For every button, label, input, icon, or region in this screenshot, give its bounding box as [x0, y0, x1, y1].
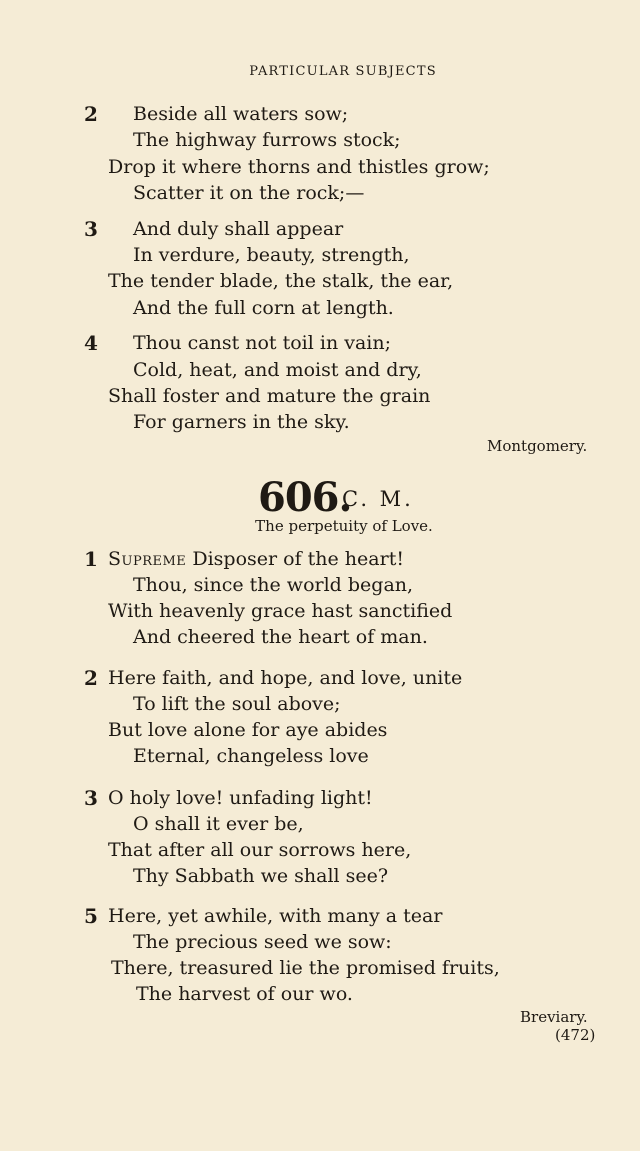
verse-line: Cold, heat, and moist and dry,	[133, 359, 422, 381]
verse-line: The precious seed we sow:	[133, 931, 392, 953]
verse-line: Beside all waters sow;	[133, 103, 349, 125]
verse-line: And duly shall appear	[133, 218, 344, 240]
first-word: Supreme	[108, 548, 187, 570]
verse-line: Here, yet awhile, with many a tear	[108, 905, 443, 927]
verse-line: In verdure, beauty, strength,	[133, 244, 410, 266]
hymn-title: The perpetuity of Love.	[255, 517, 433, 535]
verse-line: Thou, since the world began,	[133, 574, 414, 596]
verse-line: There, treasured lie the promised fruits,	[111, 957, 500, 979]
verse-line: The highway furrows stock;	[133, 129, 401, 151]
page-number: (472)	[555, 1026, 596, 1044]
hymn-number: 606.	[258, 474, 352, 521]
verse-line: Thou canst not toil in vain;	[133, 332, 392, 354]
verse-line: The tender blade, the stalk, the ear,	[108, 270, 454, 292]
verse-line: But love alone for aye abides	[108, 719, 388, 741]
stanza-number: 4	[84, 331, 98, 355]
stanza-number: 3	[84, 786, 98, 810]
verse-line	[108, 546, 404, 572]
verse-line: To lift the soul above;	[133, 693, 341, 715]
stanza-number: 3	[84, 217, 98, 241]
verse-line: O shall it ever be,	[133, 813, 304, 835]
verse-line: Eternal, changeless love	[133, 745, 369, 767]
verse-line: And the full corn at length.	[133, 297, 394, 319]
hymn-605-author: Montgomery.	[487, 437, 588, 455]
verse-line: O holy love! unfading light!	[108, 787, 373, 809]
first-line-rest: Disposer of the heart!	[186, 548, 404, 570]
verse-line: Scatter it on the rock;—	[133, 182, 365, 204]
hymn-meter: C. M.	[342, 487, 414, 511]
hymn-606-author: Breviary.	[520, 1008, 588, 1026]
verse-line: Drop it where thorns and thistles grow;	[108, 156, 490, 178]
verse-line: Here faith, and hope, and love, unite	[108, 667, 463, 689]
verse-line: Thy Sabbath we shall see?	[133, 865, 389, 887]
verse-line: That after all our sorrows here,	[108, 839, 412, 861]
stanza-number: 2	[84, 666, 98, 690]
verse-line: And cheered the heart of man.	[133, 626, 428, 648]
verse-line: For garners in the sky.	[133, 411, 350, 433]
running-header: PARTICULAR SUBJECTS	[249, 64, 437, 79]
verse-line: With heavenly grace hast sanctified	[108, 600, 453, 622]
stanza-number: 2	[84, 102, 98, 126]
stanza-number: 1	[84, 547, 98, 571]
verse-line: Shall foster and mature the grain	[108, 385, 431, 407]
stanza-number: 5	[84, 904, 98, 928]
verse-line: The harvest of our wo.	[136, 983, 353, 1005]
